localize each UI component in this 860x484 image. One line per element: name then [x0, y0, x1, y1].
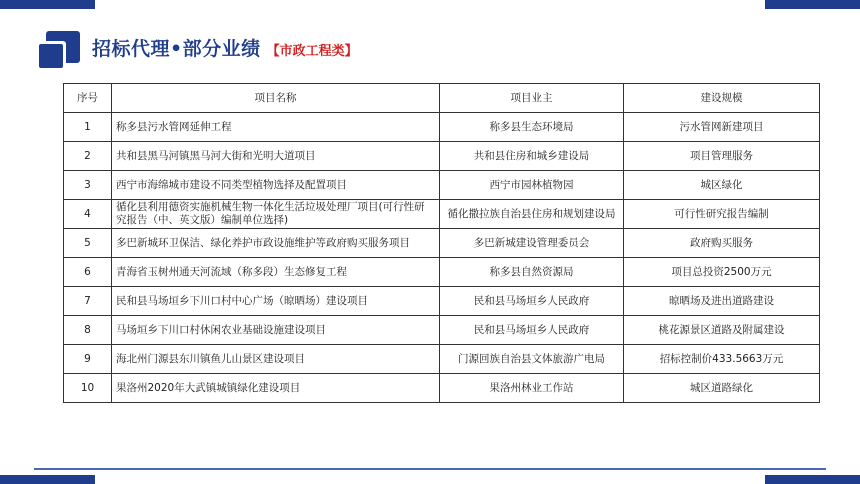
cell-project-owner: 民和县马场垣乡人民政府 [440, 287, 624, 316]
cell-no: 2 [64, 142, 112, 171]
performance-table [63, 83, 820, 403]
column-header-owner: 项目业主 [440, 84, 624, 113]
cell-project-owner: 门源回族自治县文体旅游广电局 [440, 345, 624, 374]
column-header-name: 项目名称 [112, 84, 440, 113]
cell-project-name: 海北州门源县东川镇鱼儿山景区建设项目 [112, 345, 440, 374]
cell-construction-scale: 城区绿化 [624, 171, 820, 200]
cell-project-owner: 称多县自然资源局 [440, 258, 624, 287]
cell-project-name: 循化县利用德资实施机械生物一体化生活垃圾处理厂项目(可行性研究报告（中、英文版）编制单位选择) [112, 200, 440, 229]
top-right-accent-bar [765, 0, 860, 9]
cell-construction-scale: 可行性研究报告编制 [624, 200, 820, 229]
cell-project-owner: 西宁市园林植物园 [440, 171, 624, 200]
cell-no: 4 [64, 200, 112, 229]
table-row [64, 287, 820, 316]
table-header-row [64, 84, 820, 113]
cell-project-name: 果洛州2020年大武镇城镇绿化建设项目 [112, 374, 440, 403]
top-left-accent-bar [0, 0, 95, 9]
cell-project-name: 共和县黑马河镇黑马河大街和光明大道项目 [112, 142, 440, 171]
table-row [64, 171, 820, 200]
cell-construction-scale: 项目管理服务 [624, 142, 820, 171]
cell-project-owner: 循化撒拉族自治县住房和规划建设局 [440, 200, 624, 229]
bottom-right-accent-bar [765, 475, 860, 484]
table-row [64, 258, 820, 287]
cell-project-name: 称多县污水管网延伸工程 [112, 113, 440, 142]
cell-construction-scale: 晾晒场及进出道路建设 [624, 287, 820, 316]
cell-no: 5 [64, 229, 112, 258]
header [92, 34, 358, 64]
cell-project-owner: 共和县住房和城乡建设局 [440, 142, 624, 171]
cell-project-owner: 民和县马场垣乡人民政府 [440, 316, 624, 345]
table-row [64, 229, 820, 258]
table-row [64, 374, 820, 403]
page-subtitle: 【市政工程类】 [266, 44, 358, 59]
table-row [64, 142, 820, 171]
cell-construction-scale: 政府购买服务 [624, 229, 820, 258]
table-row [64, 345, 820, 374]
cell-construction-scale: 污水管网新建项目 [624, 113, 820, 142]
cell-project-owner: 果洛州林业工作站 [440, 374, 624, 403]
cell-project-name: 民和县马场垣乡下川口村中心广场（晾晒场）建设项目 [112, 287, 440, 316]
cell-no: 10 [64, 374, 112, 403]
cell-no: 3 [64, 171, 112, 200]
cell-project-name: 多巴新城环卫保洁、绿化养护市政设施维护等政府购买服务项目 [112, 229, 440, 258]
cell-project-name: 西宁市海绵城市建设不同类型植物选择及配置项目 [112, 171, 440, 200]
cell-no: 6 [64, 258, 112, 287]
cell-construction-scale: 桃花源景区道路及附属建设 [624, 316, 820, 345]
column-header-scale: 建设规模 [624, 84, 820, 113]
page-title: 招标代理•部分业绩 [92, 38, 261, 60]
cell-no: 9 [64, 345, 112, 374]
bottom-left-accent-bar [0, 475, 95, 484]
column-header-no: 序号 [64, 84, 112, 113]
table-row [64, 113, 820, 142]
logo-squares-icon [36, 31, 82, 73]
cell-project-name: 青海省玉树州通天河流域（称多段）生态修复工程 [112, 258, 440, 287]
bottom-divider [34, 468, 826, 470]
cell-project-owner: 称多县生态环境局 [440, 113, 624, 142]
table-row [64, 200, 820, 229]
cell-project-name: 马场垣乡下川口村休闲农业基础设施建设项目 [112, 316, 440, 345]
cell-no: 7 [64, 287, 112, 316]
cell-construction-scale: 项目总投资2500万元 [624, 258, 820, 287]
cell-no: 1 [64, 113, 112, 142]
cell-construction-scale: 招标控制价433.5663万元 [624, 345, 820, 374]
cell-construction-scale: 城区道路绿化 [624, 374, 820, 403]
table-row [64, 316, 820, 345]
cell-no: 8 [64, 316, 112, 345]
cell-project-owner: 多巴新城建设管理委员会 [440, 229, 624, 258]
